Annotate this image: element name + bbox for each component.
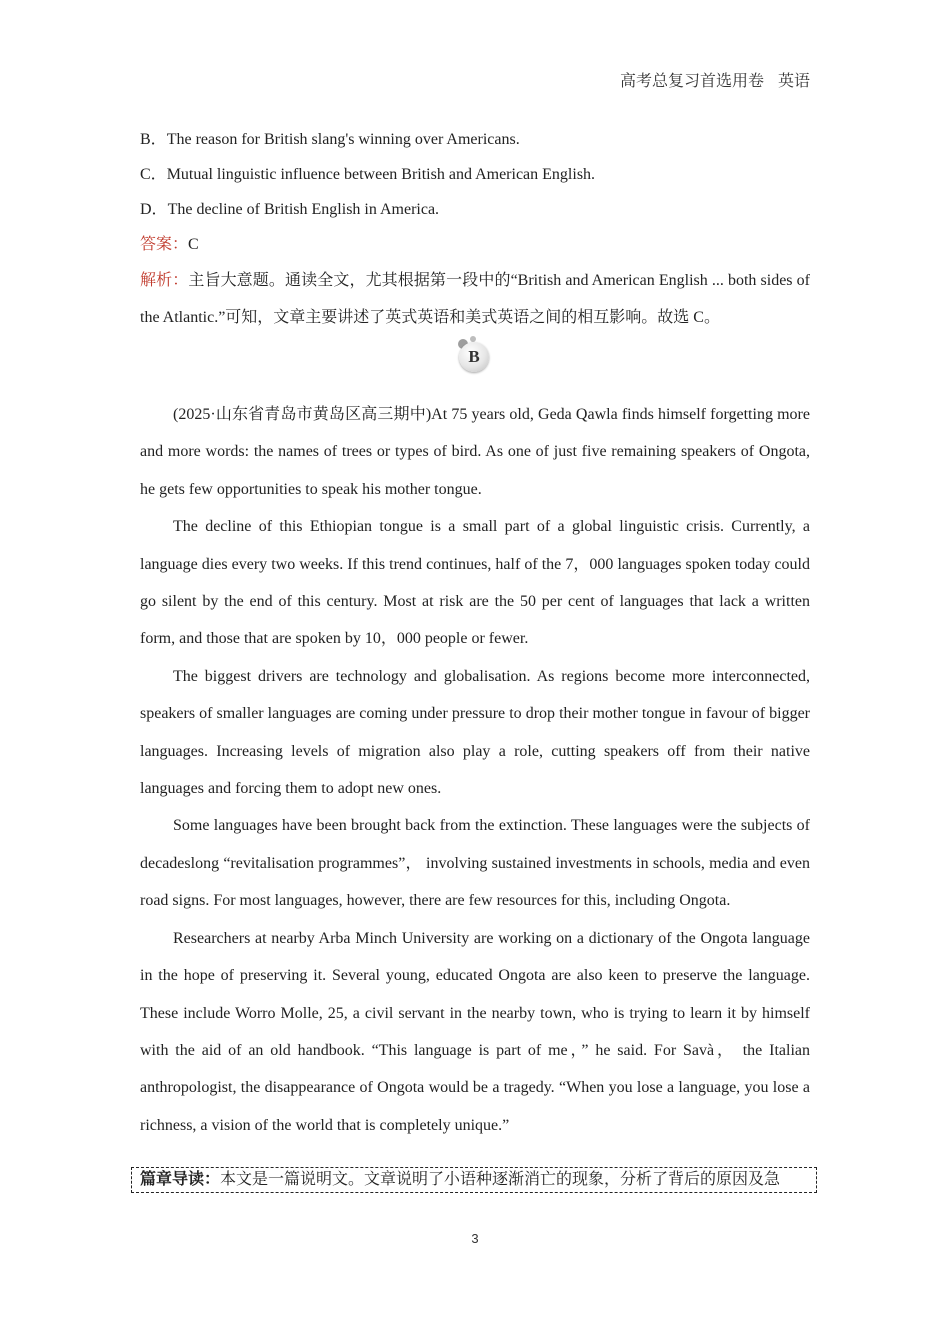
option-b [140, 122, 810, 157]
explanation-text: 主旨大意题。通读全文，尤其根据第一段中的“British and American English ... both sides of the Atlantic.”可知，文章主要讲述了英式英语和美式英语之间的相互影响。故选 C。 [140, 272, 810, 326]
option-d [140, 192, 810, 227]
section-badge: B [459, 342, 489, 372]
option-letter: B． [140, 131, 167, 148]
page-header [620, 68, 810, 91]
explanation-label: 解析： [140, 272, 189, 289]
passage-paragraph-2: The decline of this Ethiopian tongue is a small part of a global linguistic crisis. Currently, a language dies every two weeks. If this trend continues, half of the 7，000 languages spoken today could go silent by the end of this century. Most at risk are the 50 per cent of languages that lack a written form, and those that are spoken by 10，000 people or fewer. [140, 518, 810, 648]
passage-paragraph-1: (2025·山东省青岛市黄岛区高三期中)At 75 years old, Geda Qawla finds himself forgetting more and more words: the names of trees or types of bird. As one of just five remaining speakers of Ongota, he gets few opportunities to speak his mother tongue. [140, 406, 810, 498]
answer-line [140, 227, 810, 262]
page-number: 3 [471, 1231, 479, 1246]
passage-paragraph-4: Some languages have been brought back from the extinction. These languages were the subjects of decadeslong “revitalisation programmes”， involving sustained investments in schools, media and even road signs. For most languages, however, there are few resources for this, including Ongota. [140, 817, 810, 910]
option-letter: C． [140, 166, 167, 183]
option-text: The reason for British slang's winning over Americans. [166, 131, 520, 148]
reading-guide-box [131, 1167, 817, 1193]
content-area [140, 122, 810, 1144]
passage-paragraph-5: Researchers at nearby Arba Minch University are working on a dictionary of the Ongota language in the hope of preserving it. Several young, educated Ongota are also keen to preserve the language. These include Worro Molle, 25, a civil servant in the nearby town, who is trying to learn it by himself with the aid of an old handbook. “This language is part of me，” he said. For Savà， the Italian anthropologist, the disappearance of Ongota would be a tragedy. “When you lose a language, you lose a richness, a vision of the world that is completely unique.” [140, 929, 811, 1134]
explanation [140, 262, 810, 336]
option-text: The decline of British English in America. [167, 201, 440, 218]
option-text: Mutual linguistic influence between British and American English. [166, 166, 596, 183]
passage-paragraph-3: The biggest drivers are technology and globalisation. As regions become more interconnected, speakers of smaller languages are coming under pressure to drop their mother tongue in favour of bigger languages. Increasing levels of migration also play a role, cutting speakers off from their native languages and forcing them to adopt new ones. [140, 667, 810, 798]
guide-label: 篇章导读： [140, 1171, 221, 1188]
header-title: 高考总复习首选用卷 [619, 73, 764, 90]
answer-label: 答案： [140, 236, 189, 253]
guide-text: 本文是一篇说明文。文章说明了小语种逐渐消亡的现象，分析了背后的原因及急 [220, 1171, 781, 1188]
section-badge-row [140, 336, 810, 392]
header-subject: 英语 [777, 73, 810, 90]
answer-value: C [188, 236, 199, 253]
option-c [140, 157, 810, 192]
option-letter: D． [140, 201, 168, 218]
